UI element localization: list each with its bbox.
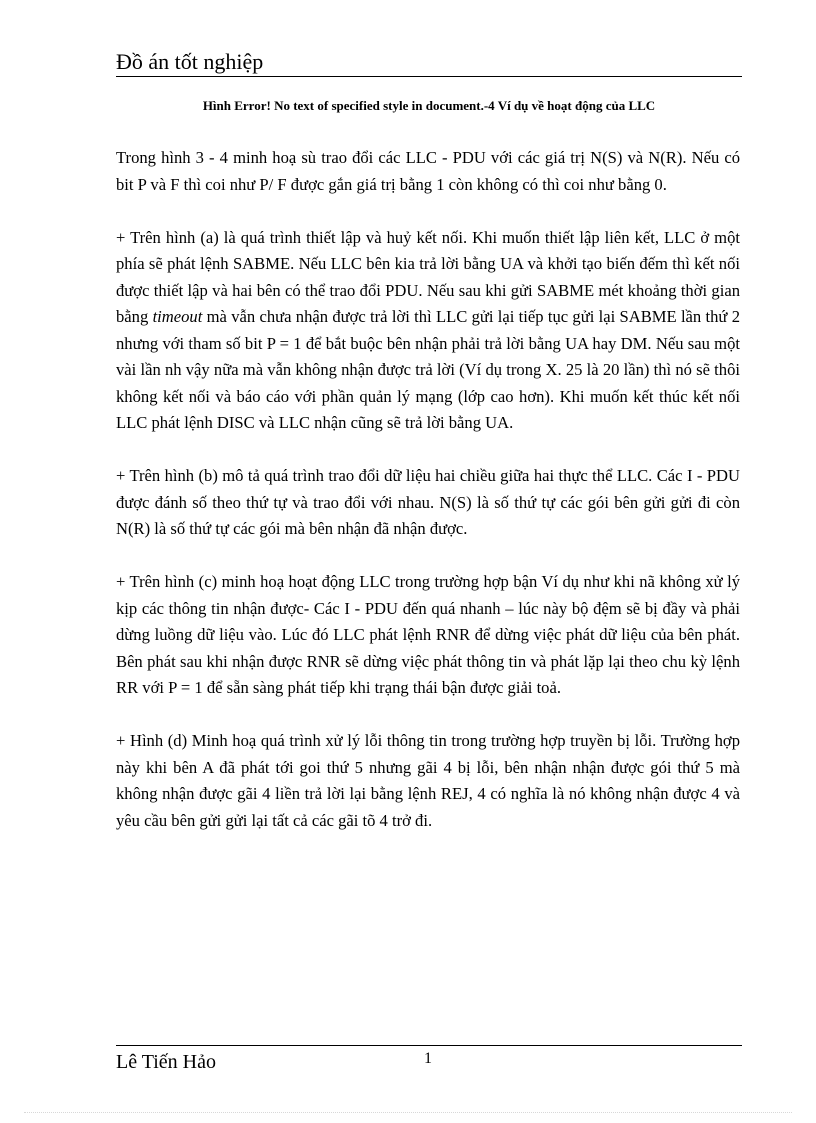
timeout-term: timeout	[152, 307, 203, 326]
paragraph-figure-c: + Trên hình (c) minh hoạ hoạt động LLC trong trường hợp bận Ví dụ như khi nã không xử lý kịp các thông tin nhận được- Các I - PDU đến quá nhanh – lúc này bộ đệm sẽ bị đầy và phải dừng luồng dữ liệu vào. Lúc đó LLC phát lệnh RNR để dừng việc phát dữ liệu của bên phát. Bên phát sau khi nhận được RNR sẽ dừng việc phát thông tin và phát lặp lại theo chu kỳ lệnh RR với P = 1 để sẵn sàng phát tiếp khi trạng thái bận được giải toả.	[116, 572, 740, 697]
paragraph-figure-a	[116, 225, 740, 437]
paragraph-figure-d: + Hình (d) Minh hoạ quá trình xử lý lỗi thông tin trong trường hợp truyền bị lỗi. Trường hợp này khi bên A đã phát tới goi thứ 5 nhưng gãi 4 bị lỗi, bên nhận nhận được gói thứ 5 mà không nhận được gãi 4 liền trả lời lại bằng lệnh REJ, 4 có nghĩa là nó không nhận được 4 và yêu cầu bên gửi gửi lại tất cả các gãi tõ 4 trở đi.	[116, 731, 740, 830]
paragraph-intro: Trong hình 3 - 4 minh hoạ sù trao đổi các LLC - PDU với các giá trị N(S) và N(R). Nếu có bit P và F thì coi như P/ F được gắn giá trị bằng 1 còn không có thì coi như bằng 0.	[116, 148, 740, 194]
footer-author: Lê Tiến Hảo	[116, 1051, 216, 1073]
page-number: 1	[424, 1050, 432, 1067]
header-divider	[116, 76, 742, 77]
paragraph-figure-a-text-2: mà vẫn chưa nhận được trả lời thì LLC gửi lại tiếp tục gửi lại SABME lần thứ 2 nhưng với tham số bit P = 1 để bắt buộc bên nhận phải trả lời bằng UA hay DM. Nếu sau một vài lần nh vậy nữa mà vẫn không nhận được trả lời (Ví dụ trong X. 25 là 20 lần) thì nó sẽ thôi không kết nối và báo cáo với phần quản lý mạng (lớp cao hơn). Khi muốn kết thúc kết nối LLC phát lệnh DISC và LLC nhận cũng sẽ trả lời bằng UA.	[116, 307, 741, 432]
page-bottom-edge	[24, 1112, 792, 1113]
header-title: Đồ án tốt nghiệp	[116, 49, 264, 74]
footer-divider	[116, 1045, 742, 1046]
figure-caption: Hình Error! No text of specified style in document.-4 Ví dụ về hoạt động của LLC	[202, 98, 656, 113]
document-body	[116, 145, 740, 861]
paragraph-figure-a-text-1: + Trên hình (a) là quá trình thiết lập và huỷ kết nối. Khi muốn thiết lập liên kết, LLC ở một phía sẽ phát lệnh SABME. Nếu LLC bên kia trả lời bằng UA và khởi tạo biến đếm thì kết nối được thiết lập và hai bên có thể trao đổi PDU. Nếu sau khi gửi SABME mét khoảng thời gian bằng	[116, 227, 740, 326]
paragraph-figure-b: + Trên hình (b) mô tả quá trình trao đổi dữ liệu hai chiều giữa hai thực thể LLC. Các I - PDU được đánh số theo thứ tự và trao đổi với nhau. N(S) là số thứ tự các gói bên gửi gửi đi còn N(R) là số thứ tự các gói mà bên nhận đã nhận được.	[116, 466, 740, 538]
